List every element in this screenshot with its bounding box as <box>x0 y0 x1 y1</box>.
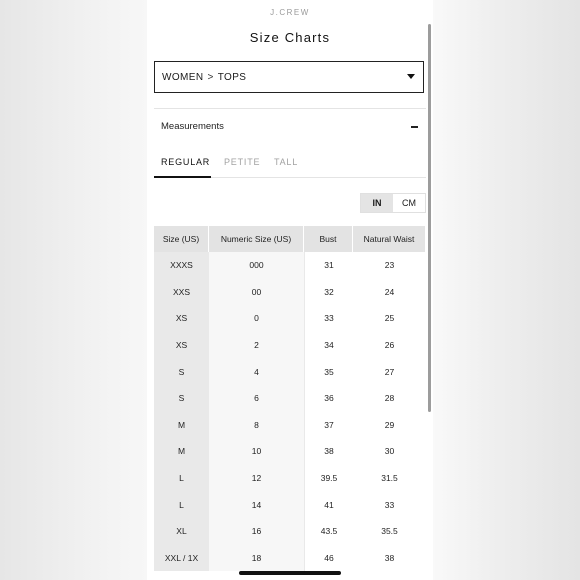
table-cell: 36 <box>304 385 353 412</box>
home-indicator <box>239 571 341 575</box>
category-primary: WOMEN <box>162 71 204 83</box>
category-dropdown[interactable] <box>154 61 424 93</box>
table-row <box>154 438 426 465</box>
table-row <box>154 358 426 385</box>
table-cell: 00 <box>209 279 304 306</box>
table-cell: 23 <box>353 252 426 279</box>
table-cell: 6 <box>209 385 304 412</box>
table-cell: L <box>154 491 209 518</box>
table-cell: XXL / 1X <box>154 545 209 572</box>
table-cell: 30 <box>353 438 426 465</box>
table-cell: S <box>154 385 209 412</box>
table-cell: 35 <box>304 358 353 385</box>
table-cell: 31.5 <box>353 465 426 492</box>
table-cell: 39.5 <box>304 465 353 492</box>
background-right <box>433 0 580 580</box>
collapse-minus-icon[interactable] <box>411 126 418 128</box>
divider <box>154 108 426 109</box>
brand-logo: J.CREW <box>270 8 310 17</box>
header-numeric-size: Numeric Size (US) <box>209 226 304 252</box>
table-cell: 29 <box>353 412 426 439</box>
table-row <box>154 465 426 492</box>
table-cell: 37 <box>304 412 353 439</box>
table-cell: 4 <box>209 358 304 385</box>
table-cell: 31 <box>304 252 353 279</box>
page-title: Size Charts <box>249 30 331 45</box>
unit-in-button[interactable]: IN <box>361 194 393 212</box>
table-row <box>154 305 426 332</box>
table-cell: 41 <box>304 491 353 518</box>
table-cell: 38 <box>304 438 353 465</box>
table-cell: 43.5 <box>304 518 353 545</box>
table-cell: 16 <box>209 518 304 545</box>
table-cell: XXS <box>154 279 209 306</box>
table-cell: 34 <box>304 332 353 359</box>
measurements-label: Measurements <box>161 121 224 132</box>
table-cell: 24 <box>353 279 426 306</box>
category-secondary: TOPS <box>217 71 247 83</box>
phone-screen <box>147 0 433 580</box>
table-cell: 28 <box>353 385 426 412</box>
table-cell: 26 <box>353 332 426 359</box>
table-row <box>154 332 426 359</box>
table-cell: S <box>154 358 209 385</box>
table-row <box>154 279 426 306</box>
table-cell: 25 <box>353 305 426 332</box>
table-cell: 18 <box>209 545 304 572</box>
table-row <box>154 385 426 412</box>
table-cell: 0 <box>209 305 304 332</box>
table-cell: M <box>154 438 209 465</box>
table-cell: 35.5 <box>353 518 426 545</box>
table-cell: XL <box>154 518 209 545</box>
table-cell: 2 <box>209 332 304 359</box>
chevron-right-icon: > <box>207 71 214 83</box>
header-size: Size (US) <box>154 226 209 252</box>
table-cell: L <box>154 465 209 492</box>
table-row <box>154 491 426 518</box>
tab-regular[interactable]: REGULAR <box>161 157 211 167</box>
table-cell: 10 <box>209 438 304 465</box>
table-cell: 33 <box>304 305 353 332</box>
table-cell: XS <box>154 332 209 359</box>
size-table <box>154 226 426 571</box>
unit-toggle <box>360 193 426 213</box>
tab-tall[interactable]: TALL <box>274 157 299 167</box>
table-row <box>154 412 426 439</box>
background-left <box>0 0 147 580</box>
table-cell: XXXS <box>154 252 209 279</box>
tab-petite[interactable]: PETITE <box>224 157 261 167</box>
table-row <box>154 518 426 545</box>
header-bust: Bust <box>304 226 353 252</box>
table-row <box>154 252 426 279</box>
active-tab-indicator <box>154 176 211 178</box>
table-cell: 12 <box>209 465 304 492</box>
scrollbar[interactable] <box>428 24 431 412</box>
table-header-row <box>154 226 426 252</box>
table-cell: 46 <box>304 545 353 572</box>
table-cell: 33 <box>353 491 426 518</box>
table-cell: 000 <box>209 252 304 279</box>
table-cell: 38 <box>353 545 426 572</box>
table-cell: 27 <box>353 358 426 385</box>
table-row <box>154 545 426 572</box>
unit-cm-button[interactable]: CM <box>402 198 416 208</box>
table-cell: XS <box>154 305 209 332</box>
table-cell: M <box>154 412 209 439</box>
caret-down-icon <box>407 74 415 79</box>
table-cell: 8 <box>209 412 304 439</box>
table-cell: 14 <box>209 491 304 518</box>
table-cell: 32 <box>304 279 353 306</box>
header-natural-waist: Natural Waist <box>353 226 426 252</box>
